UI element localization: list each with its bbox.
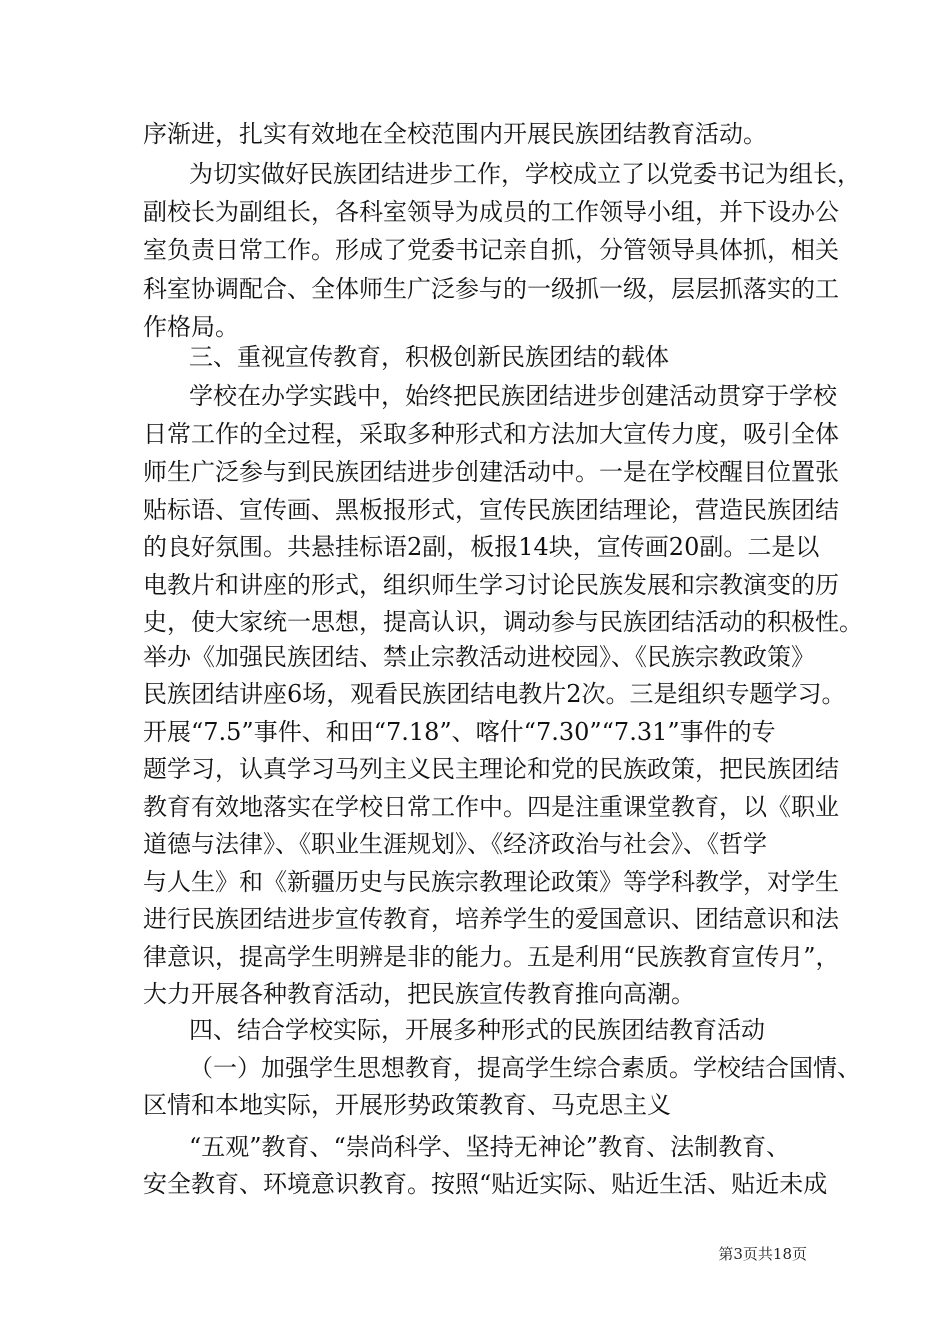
section-heading: 四、结合学校实际，开展多种形式的民族团结教育活动 bbox=[189, 1016, 765, 1044]
section-heading: 三、重视宣传教育，积极创新民族团结的载体 bbox=[189, 343, 669, 371]
text-line: 律意识，提高学生明辨是非的能力。五是利用“民族教育宣传月”， bbox=[143, 943, 840, 971]
text-line: 民族团结讲座6场，观看民族团结电教片2次。三是组织专题学习。 bbox=[143, 680, 846, 708]
text-line: “五观”教育、“崇尚科学、坚持无神论”教育、法制教育、 bbox=[189, 1133, 791, 1161]
page-number-footer: 第3页共18页 bbox=[718, 1245, 807, 1263]
text-line: 学校在办学实践中，始终把民族团结进步创建活动贯穿于学校 bbox=[189, 382, 837, 410]
text-line: 进行民族团结进步宣传教育，培养学生的爱国意识、团结意识和法 bbox=[143, 905, 839, 933]
text-line: 区情和本地实际，开展形势政策教育、马克思主义 bbox=[143, 1091, 671, 1119]
text-line: 师生广泛参与到民族团结进步创建活动中。一是在学校醒目位置张 bbox=[143, 458, 839, 486]
text-line: 道德与法律》、《职业生涯规划》、《经济政治与社会》、《哲学 bbox=[143, 830, 767, 858]
text-line: 贴标语、宣传画、黑板报形式，宣传民族团结理论，营造民族团结 bbox=[143, 496, 839, 524]
text-line: 为切实做好民族团结进步工作，学校成立了以党委书记为组长， bbox=[189, 160, 861, 188]
text-line: 电教片和讲座的形式，组织师生学习讨论民族发展和宗教演变的历 bbox=[143, 571, 839, 599]
text-line: 室负责日常工作。形成了党委书记亲自抓，分管领导具体抓，相关 bbox=[143, 236, 839, 264]
text-line: 教育有效地落实在学校日常工作中。四是注重课堂教育，以《职业 bbox=[143, 793, 839, 821]
text-line: 举办《加强民族团结、禁止宗教活动进校园》、《民族宗教政策》 bbox=[143, 643, 815, 671]
text-line: 大力开展各种教育活动，把民族宣传教育推向高潮。 bbox=[143, 980, 695, 1008]
text-line: 的良好氛围。共悬挂标语2副，板报14块，宣传画20副。二是以 bbox=[143, 533, 820, 561]
text-line: 题学习，认真学习马列主义民主理论和党的民族政策，把民族团结 bbox=[143, 755, 839, 783]
text-line: 与人生》和《新疆历史与民族宗教理论政策》等学科教学，对学生 bbox=[143, 868, 839, 896]
text-line: 开展“7.5”事件、和田“7.18”、喀什“7.30”“7.31”事件的专 bbox=[143, 718, 776, 746]
text-line: 序渐进，扎实有效地在全校范围内开展民族团结教育活动。 bbox=[143, 120, 767, 148]
text-line: 安全教育、环境意识教育。按照“贴近实际、贴近生活、贴近未成 bbox=[143, 1170, 828, 1198]
text-line: 日常工作的全过程，采取多种形式和方法加大宣传力度，吸引全体 bbox=[143, 420, 839, 448]
text-line: （一）加强学生思想教育，提高学生综合素质。学校结合国情、 bbox=[189, 1054, 861, 1082]
text-line: 科室协调配合、全体师生广泛参与的一级抓一级，层层抓落实的工 bbox=[143, 275, 839, 303]
text-line: 作格局。 bbox=[143, 313, 239, 341]
text-line: 副校长为副组长，各科室领导为成员的工作领导小组，并下设办公 bbox=[143, 198, 839, 226]
text-line: 史，使大家统一思想，提高认识，调动参与民族团结活动的积极性。 bbox=[143, 608, 863, 636]
